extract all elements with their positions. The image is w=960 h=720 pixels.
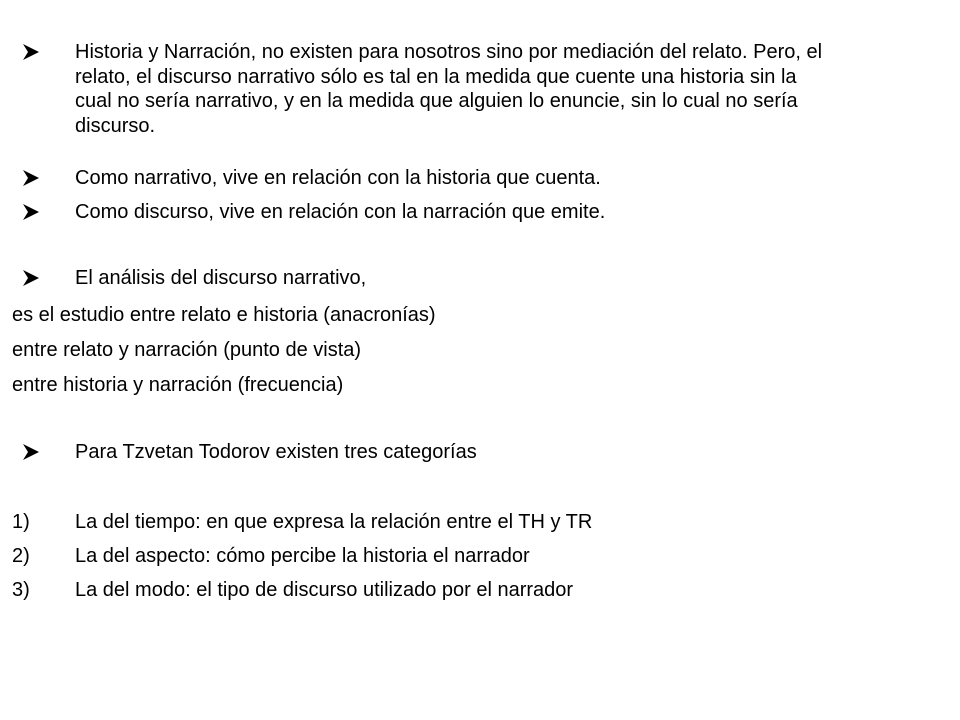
bullet-paragraph-1: Historia y Narración, no existen para nosotros sino por mediación del relato. Pero, el relato, el discurso narrativo sólo es tal en la medida que cuente una historia sin la cual no sería narrativo, y en la medida que alguien lo enuncie, sin lo cual no sería discurso.	[75, 41, 823, 137]
bullet-text-5: Para Tzvetan Todorov existen tres categorías	[75, 441, 477, 463]
arrow-bullet-icon	[22, 43, 40, 61]
bullet-text-2: Como narrativo, vive en relación con la historia que cuenta.	[75, 167, 601, 189]
numbered-marker-2: 2)	[12, 545, 30, 567]
arrow-bullet-icon	[22, 443, 40, 461]
plain-line-1: es el estudio entre relato e historia (anacronías)	[12, 304, 436, 326]
arrow-bullet-icon	[22, 169, 40, 187]
bullet-text-4: El análisis del discurso narrativo,	[75, 267, 367, 289]
numbered-text-2: La del aspecto: cómo percibe la historia el narrador	[75, 545, 530, 567]
numbered-marker-3: 3)	[12, 579, 30, 601]
numbered-marker-1: 1)	[12, 511, 30, 533]
numbered-text-3: La del modo: el tipo de discurso utilizado por el narrador	[75, 579, 574, 601]
plain-line-2: entre relato y narración (punto de vista)	[12, 339, 362, 361]
arrow-bullet-icon	[22, 203, 40, 221]
bullet-text-3: Como discurso, vive en relación con la narración que emite.	[75, 201, 606, 223]
plain-line-3: entre historia y narración (frecuencia)	[12, 374, 344, 396]
numbered-text-1: La del tiempo: en que expresa la relación entre el TH y TR	[75, 511, 593, 533]
arrow-bullet-icon	[22, 269, 40, 287]
